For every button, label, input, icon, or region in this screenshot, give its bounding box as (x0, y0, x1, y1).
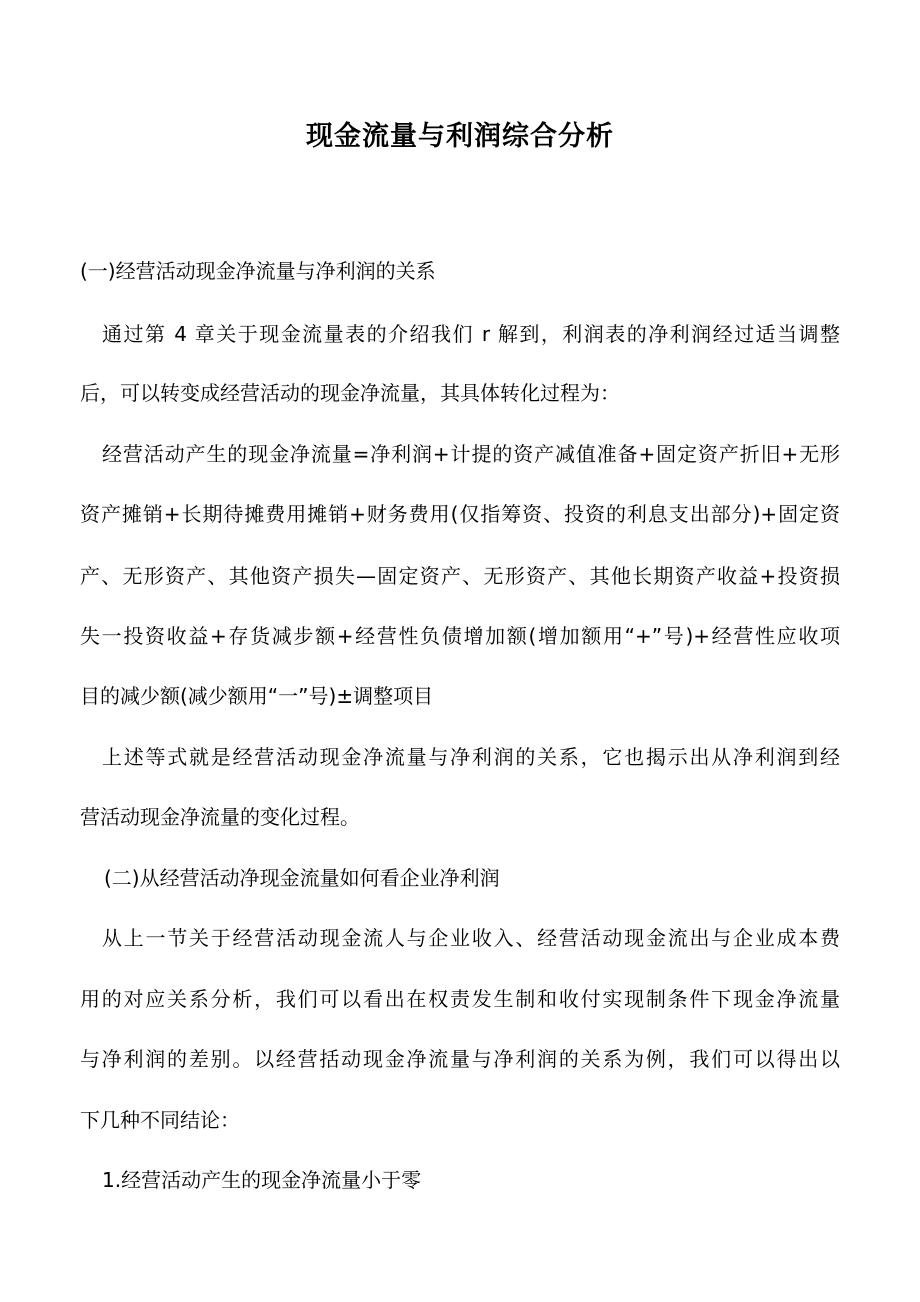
paragraph-line: 与净利润的差别。以经营括动现金净流量与净利润的关系为例，我们可以得出以 (80, 1047, 840, 1071)
section-heading-1: (一)经营活动现金净流量与净利润的关系 (80, 259, 436, 283)
section-heading-2: (二)从经营活动净现金流量如何看企业净利润 (104, 866, 500, 890)
paragraph-line: 上述等式就是经营活动现金净流量与净利润的关系，它也揭示出从净利润到经 (102, 745, 840, 769)
paragraph-line: 目的减少额(减少额用“一”号)±调整项目 (80, 684, 434, 708)
paragraph-line: 从上一节关于经营活动现金流人与企业收入、经营活动现金流出与企业成本费 (102, 926, 840, 950)
paragraph-line: 产、无形资产、其他资产损失—固定资产、无形资产、其他长期资产收益+投资损 (80, 564, 840, 588)
paragraph-line: 通过第 4 章关于现金流量表的介绍我们 r 解到，利润表的净利润经过适当调整 (102, 322, 840, 346)
paragraph-line: 营活动现金净流量的变化过程。 (80, 805, 360, 829)
document-title: 现金流量与利润综合分析 (306, 121, 614, 152)
paragraph-line: 经营活动产生的现金净流量=净利润+计提的资产减值准备+固定资产折旧+无形 (102, 442, 840, 466)
paragraph-line: 用的对应关系分析，我们可以看出在权责发生制和收付实现制条件下现金净流量 (80, 987, 840, 1011)
paragraph-line: 资产摊销+长期待摊费用摊销+财务费用(仅指筹资、投资的利息支出部分)+固定资 (80, 502, 840, 526)
list-item: 1.经营活动产生的现金净流量小于零 (102, 1168, 422, 1192)
paragraph-line: 后，可以转变成经营活动的现金净流量，其具体转化过程为： (80, 381, 620, 405)
paragraph-line: 失一投资收益+存货减步额+经营性负债增加额(增加额用“+”号)+经营性应收项 (80, 624, 840, 648)
paragraph-line: 下几种不同结论： (80, 1108, 240, 1132)
